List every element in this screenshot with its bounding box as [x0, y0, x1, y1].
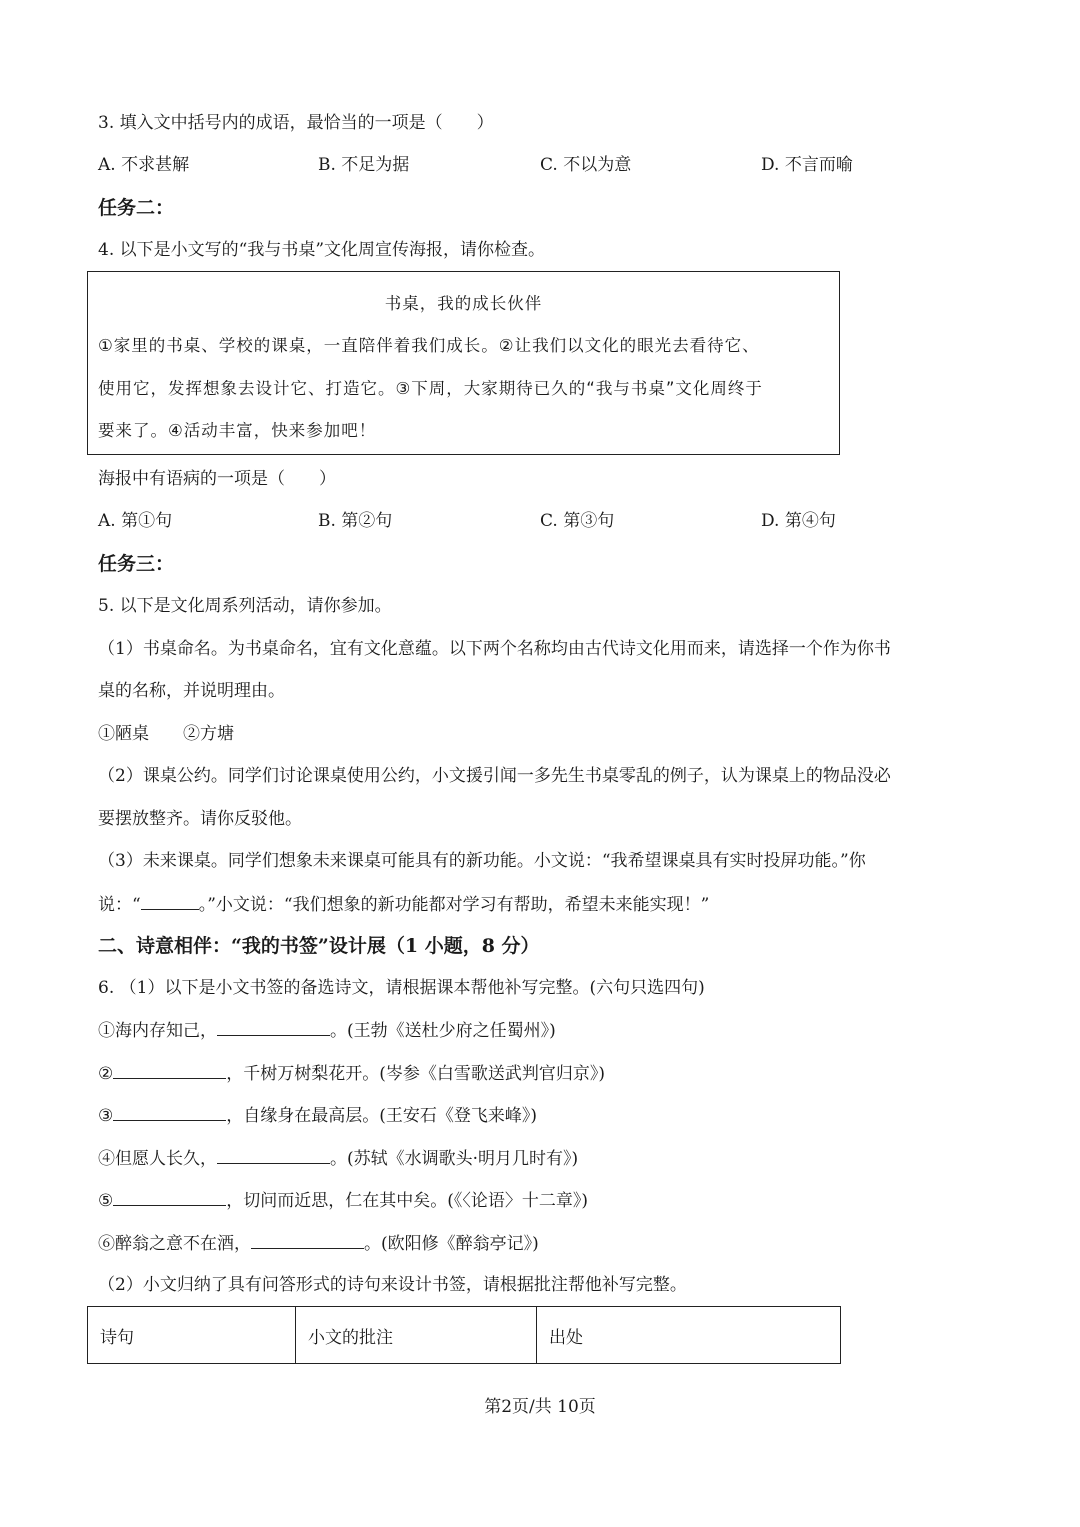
poem-line-1	[98, 1017, 556, 1044]
q3-option-a: A. 不求甚解	[98, 155, 190, 175]
table-header-row	[88, 1307, 841, 1364]
poster-box	[87, 271, 840, 455]
poem-1-before: ①海内存知己，	[98, 1021, 217, 1041]
q5-part2-line1: （2）课桌公约。同学们讨论课桌使用公约，小文援引闻一多先生书桌零乱的例子，认为课桌上的物品没必	[98, 766, 891, 786]
bookmark-table	[87, 1306, 841, 1364]
poem-1-after: 。(王勃《送杜少府之任蜀州》)	[330, 1021, 556, 1041]
poem-1-blank[interactable]	[217, 1017, 330, 1036]
poem-4-before: ④但愿人长久，	[98, 1149, 217, 1169]
section2-heading: 二、诗意相伴：“我的书签”设计展（1 小题，8 分）	[98, 935, 540, 957]
poem-6-blank[interactable]	[251, 1230, 364, 1249]
q4-option-a: A. 第①句	[98, 511, 173, 531]
poster-line-1: ①家里的书桌、学校的课桌，一直陪伴着我们成长。②让我们以文化的眼光去看待它、	[98, 336, 760, 355]
q4-question: 海报中有语病的一项是（ ）	[98, 469, 336, 489]
poem-line-2	[98, 1060, 605, 1087]
q5-desk-names: ①陋桌 ②方塘	[98, 724, 234, 744]
q4-option-d: D. 第④句	[761, 511, 836, 531]
poster-line-2: 使用它，发挥想象去设计它、打造它。③下周，大家期待已久的“我与书桌”文化周终于	[98, 379, 763, 398]
poem-line-3	[98, 1102, 537, 1129]
q5-answer-blank[interactable]	[141, 891, 199, 910]
table-header-source: 出处	[537, 1307, 841, 1364]
poem-5-blank[interactable]	[113, 1187, 226, 1206]
q5-part3-text-b: 。”小文说：“我们想象的新功能都对学习有帮助，希望未来能实现！”	[198, 895, 710, 915]
q5-part1-line1: （1）书桌命名。为书桌命名，宜有文化意蕴。以下两个名称均由古代诗文化用而来，请选择一个作为你书	[98, 639, 891, 659]
q4-option-c: C. 第③句	[540, 511, 615, 531]
poem-line-6	[98, 1230, 539, 1257]
q3-option-c: C. 不以为意	[540, 155, 632, 175]
q5-stem: 5. 以下是文化周系列活动，请你参加。	[98, 596, 392, 616]
page-footer: 第2页/共 10页	[484, 1397, 596, 1417]
poem-5-after: ，切问而近思，仁在其中矣。(《〈论语〉十二章》)	[226, 1191, 589, 1211]
poem-5-before: ⑤	[98, 1191, 114, 1211]
q5-part3-line1: （3）未来课桌。同学们想象未来课桌可能具有的新功能。小文说：“我希望课桌具有实时投屏功能。”你	[98, 851, 866, 871]
poster-line-3: 要来了。④活动丰富，快来参加吧！	[98, 421, 377, 440]
poem-6-before: ⑥醉翁之意不在酒，	[98, 1234, 251, 1254]
poem-2-before: ②	[98, 1064, 114, 1084]
q5-part3-text-a: 说：“	[98, 895, 141, 915]
poem-line-5	[98, 1187, 588, 1214]
q5-part2-line2: 要摆放整齐。请你反驳他。	[98, 809, 302, 829]
q3-option-b: B. 不足为据	[318, 155, 410, 175]
q3-option-d: D. 不言而喻	[761, 155, 853, 175]
poem-2-after: ，千树万树梨花开。(岑参《白雪歌送武判官归京》)	[226, 1064, 606, 1084]
poem-line-4	[98, 1145, 578, 1172]
poem-4-after: 。(苏轼《水调歌头·明月几时有》)	[330, 1149, 579, 1169]
q3-stem: 3. 填入文中括号内的成语，最恰当的一项是（ ）	[98, 113, 494, 133]
q6-part2: （2）小文归纳了具有问答形式的诗句来设计书签，请根据批注帮他补写完整。	[98, 1275, 687, 1295]
poem-2-blank[interactable]	[113, 1060, 226, 1079]
task2-heading: 任务二：	[98, 197, 175, 219]
task3-heading: 任务三：	[98, 553, 175, 575]
poem-4-blank[interactable]	[217, 1145, 330, 1164]
poster-title: 书桌，我的成长伙伴	[384, 294, 543, 313]
table-header-poem: 诗句	[88, 1307, 296, 1364]
table-header-note: 小文的批注	[296, 1307, 537, 1364]
q6-stem: 6. （1）以下是小文书签的备选诗文，请根据课本帮他补写完整。(六句只选四句)	[98, 978, 705, 998]
poem-3-blank[interactable]	[113, 1102, 226, 1121]
q5-part1-line2: 桌的名称，并说明理由。	[98, 681, 285, 701]
q4-option-b: B. 第②句	[318, 511, 393, 531]
q4-stem: 4. 以下是小文写的“我与书桌”文化周宣传海报，请你检查。	[98, 240, 546, 260]
q5-part3-line2	[98, 891, 709, 918]
poem-6-after: 。(欧阳修《醉翁亭记》)	[364, 1234, 539, 1254]
poem-3-before: ③	[98, 1106, 114, 1126]
poem-3-after: ，自缘身在最高层。(王安石《登飞来峰》)	[226, 1106, 538, 1126]
